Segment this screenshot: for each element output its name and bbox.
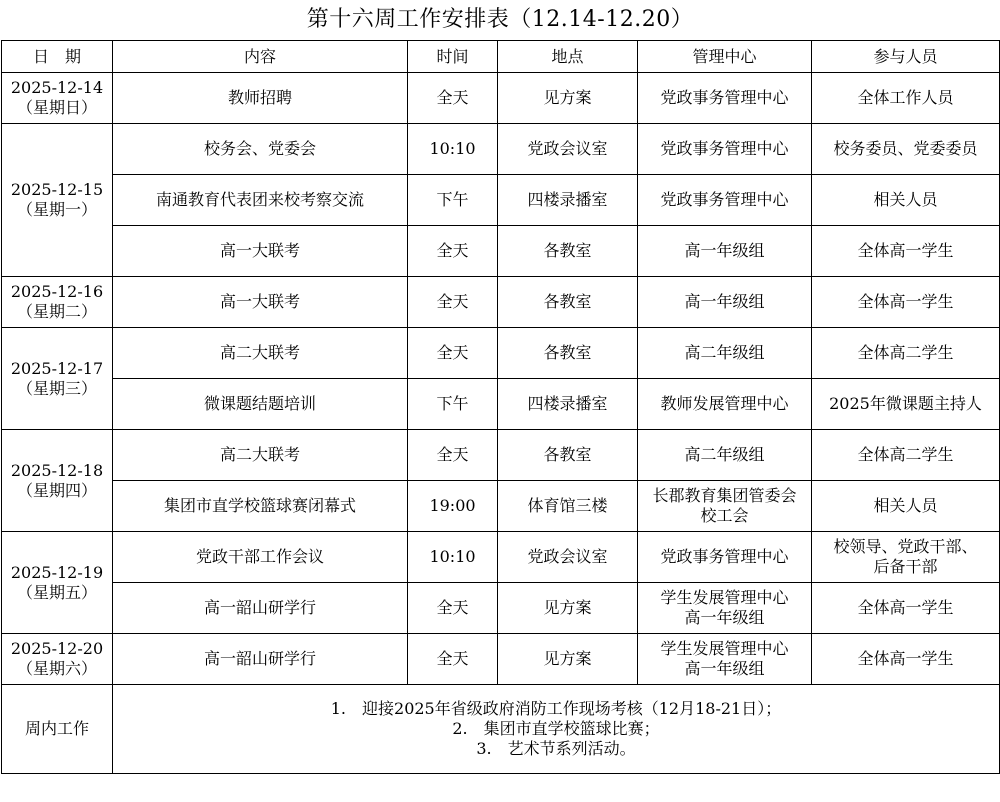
center-cell: [638, 481, 812, 532]
content-cell: 高一韶山研学行: [113, 583, 408, 634]
people-cell: [812, 532, 1000, 583]
center-cell-line: 党政事务管理中心: [660, 88, 789, 107]
table-row: [2, 124, 1000, 175]
header-place: 地点: [498, 41, 638, 73]
center-cell-line: 党政事务管理中心: [660, 190, 789, 209]
time-cell: 全天: [408, 73, 498, 124]
center-cell: [638, 328, 812, 379]
people-cell-line: 全体高一学生: [857, 649, 954, 668]
people-cell: [812, 73, 1000, 124]
time-cell: 全天: [408, 226, 498, 277]
time-cell: 10:10: [408, 124, 498, 175]
center-cell-line: 高一年级组: [684, 659, 765, 678]
people-cell-line: 校领导、党政干部、: [833, 537, 978, 556]
time-cell: 全天: [408, 634, 498, 685]
table-row: [2, 532, 1000, 583]
time-cell: 下午: [408, 379, 498, 430]
date-text: 2025-12-14: [10, 78, 104, 97]
weekday-text: （星期日）: [16, 98, 97, 117]
time-cell: 全天: [408, 430, 498, 481]
weekly-label: 周内工作: [2, 685, 113, 774]
date-cell: [2, 124, 113, 277]
header-date: 日 期: [2, 41, 113, 73]
people-cell-line: 全体高二学生: [857, 343, 954, 362]
people-cell-line: 相关人员: [873, 496, 938, 515]
content-cell: 校务会、党委会: [113, 124, 408, 175]
place-cell: 四楼录播室: [498, 175, 638, 226]
people-cell: [812, 328, 1000, 379]
header-time: 时间: [408, 41, 498, 73]
place-cell: 各教室: [498, 226, 638, 277]
table-row: [2, 73, 1000, 124]
header-row: [2, 41, 1000, 73]
date-cell: [2, 634, 113, 685]
content-cell: 高一大联考: [113, 277, 408, 328]
content-cell: 高二大联考: [113, 430, 408, 481]
time-cell: 19:00: [408, 481, 498, 532]
place-cell: 党政会议室: [498, 124, 638, 175]
date-cell: [2, 73, 113, 124]
place-cell: 党政会议室: [498, 532, 638, 583]
table-row: [2, 481, 1000, 532]
date-cell: [2, 328, 113, 430]
date-text: 2025-12-19: [10, 562, 104, 582]
place-cell: 各教室: [498, 430, 638, 481]
center-cell: [638, 583, 812, 634]
people-cell-line: 全体高一学生: [857, 292, 954, 311]
place-cell: 各教室: [498, 277, 638, 328]
people-cell-line: 后备干部: [873, 557, 938, 576]
content-cell: 集团市直学校篮球赛闭幕式: [113, 481, 408, 532]
weekly-notes-row: [2, 685, 1000, 774]
people-cell-line: 相关人员: [873, 190, 938, 209]
center-cell-line: 高一年级组: [684, 292, 765, 311]
table-row: [2, 277, 1000, 328]
people-cell: [812, 124, 1000, 175]
date-text: 2025-12-17: [10, 358, 104, 378]
time-cell: 全天: [408, 328, 498, 379]
time-cell: 全天: [408, 583, 498, 634]
people-cell: [812, 226, 1000, 277]
center-cell: [638, 124, 812, 175]
content-cell: 南通教育代表团来校考察交流: [113, 175, 408, 226]
center-cell-line: 长郡教育集团管委会: [652, 486, 797, 505]
people-cell: [812, 277, 1000, 328]
table-row: [2, 379, 1000, 430]
place-cell: 见方案: [498, 634, 638, 685]
weekday-text: （星期二）: [16, 302, 97, 321]
center-cell: [638, 226, 812, 277]
center-cell-line: 学生发展管理中心: [660, 639, 789, 658]
header-people: 参与人员: [812, 41, 1000, 73]
center-cell-line: 党政事务管理中心: [660, 547, 789, 566]
center-cell-line: 党政事务管理中心: [660, 139, 789, 158]
date-text: 2025-12-18: [10, 460, 104, 480]
people-cell: [812, 481, 1000, 532]
header-content: 内容: [113, 41, 408, 73]
table-row: [2, 430, 1000, 481]
time-cell: 全天: [408, 277, 498, 328]
weekly-note-item: 1. 迎接2025年省级政府消防工作现场考核（12月18-21日）；: [330, 699, 782, 718]
place-cell: 各教室: [498, 328, 638, 379]
people-cell-line: 2025年微课题主持人: [829, 394, 982, 413]
table-row: [2, 634, 1000, 685]
schedule-table: [1, 40, 1000, 774]
people-cell-line: 全体高二学生: [857, 445, 954, 464]
people-cell: [812, 379, 1000, 430]
center-cell-line: 高二年级组: [684, 343, 765, 362]
people-cell-line: 校务委员、党委委员: [833, 139, 978, 158]
place-cell: 见方案: [498, 583, 638, 634]
place-cell: 体育馆三楼: [498, 481, 638, 532]
people-cell: [812, 175, 1000, 226]
center-cell: [638, 379, 812, 430]
content-cell: 党政干部工作会议: [113, 532, 408, 583]
center-cell-line: 高二年级组: [684, 445, 765, 464]
weekday-text: （星期三）: [16, 378, 97, 398]
place-cell: 四楼录播室: [498, 379, 638, 430]
weekday-text: （星期一）: [16, 200, 97, 219]
people-cell-line: 全体高一学生: [857, 598, 954, 617]
table-row: [2, 175, 1000, 226]
people-cell: [812, 430, 1000, 481]
date-text: 2025-12-15: [10, 180, 104, 199]
people-cell: [812, 583, 1000, 634]
center-cell: [638, 430, 812, 481]
page-title: 第十六周工作安排表（12.14-12.20）: [306, 7, 694, 32]
date-text: 2025-12-20: [10, 639, 104, 658]
center-cell-line: 高一年级组: [684, 241, 765, 260]
weekday-text: （星期五）: [16, 582, 97, 602]
header-center: 管理中心: [638, 41, 812, 73]
people-cell-line: 全体高一学生: [857, 241, 954, 260]
table-row: [2, 328, 1000, 379]
center-cell-line: 学生发展管理中心: [660, 588, 789, 607]
weekly-note-item: 3. 艺术节系列活动。: [476, 739, 636, 758]
time-cell: 下午: [408, 175, 498, 226]
date-cell: [2, 277, 113, 328]
people-cell-line: 全体工作人员: [857, 88, 954, 107]
place-cell: 见方案: [498, 73, 638, 124]
center-cell: [638, 634, 812, 685]
center-cell-line: 教师发展管理中心: [660, 394, 789, 413]
weekday-text: （星期六）: [16, 659, 97, 678]
date-text: 2025-12-16: [10, 282, 104, 301]
content-cell: 高一韶山研学行: [113, 634, 408, 685]
center-cell: [638, 73, 812, 124]
center-cell: [638, 532, 812, 583]
content-cell: 教师招聘: [113, 73, 408, 124]
time-cell: 10:10: [408, 532, 498, 583]
content-cell: 高二大联考: [113, 328, 408, 379]
table-row: [2, 583, 1000, 634]
weekday-text: （星期四）: [16, 480, 97, 500]
content-cell: 高一大联考: [113, 226, 408, 277]
people-cell: [812, 634, 1000, 685]
center-cell-line: 校工会: [700, 506, 749, 525]
table-row: [2, 226, 1000, 277]
weekly-note-item: 2. 集团市直学校篮球比赛；: [452, 719, 660, 738]
center-cell: [638, 277, 812, 328]
weekly-notes: [113, 685, 1000, 774]
center-cell: [638, 175, 812, 226]
content-cell: 微课题结题培训: [113, 379, 408, 430]
date-cell: [2, 532, 113, 634]
date-cell: [2, 430, 113, 532]
center-cell-line: 高一年级组: [684, 608, 765, 627]
